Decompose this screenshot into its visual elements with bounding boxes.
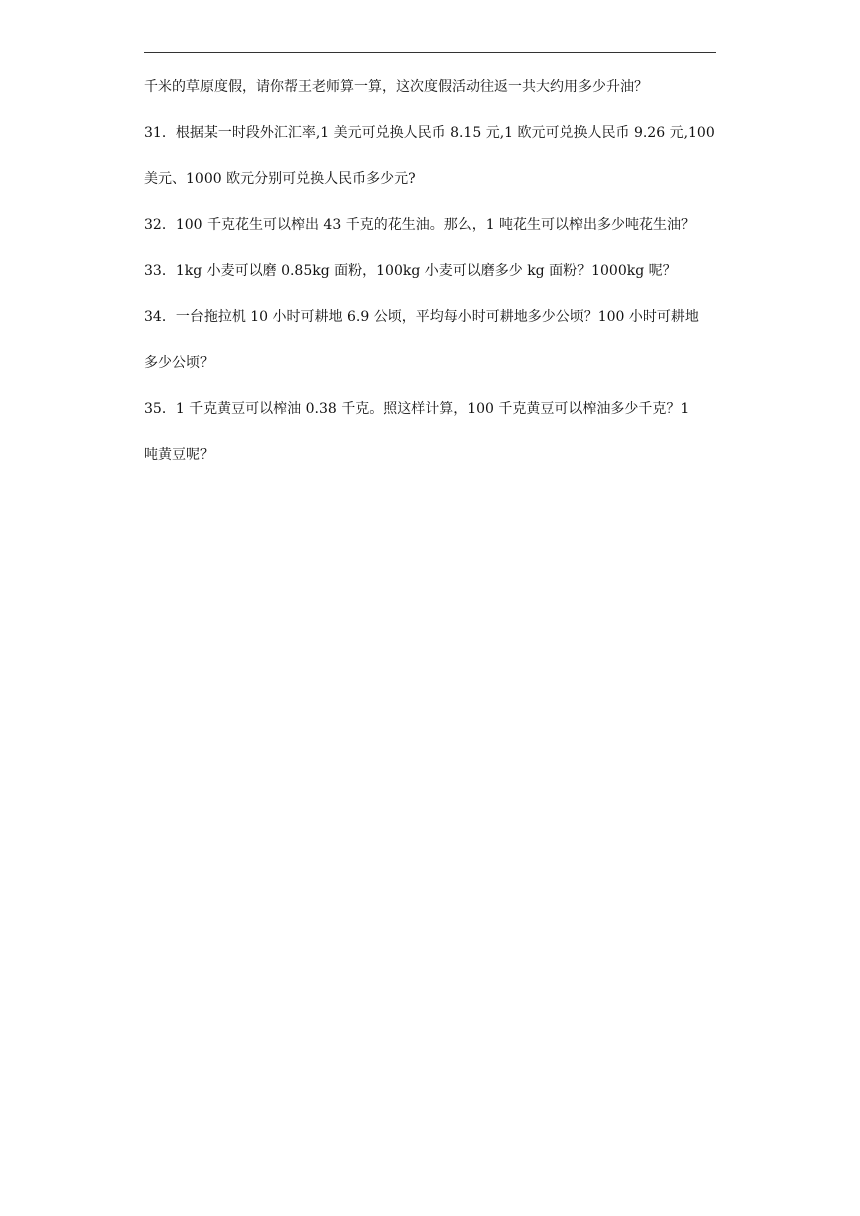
problem-31-line-1: 31．根据某一时段外汇汇率,1 美元可兑换人民币 8.15 元,1 欧元可兑换人民币 9.26 元,100: [144, 125, 715, 141]
header-rule: [144, 52, 716, 53]
problem-34-line-2: 多少公顷？: [144, 355, 214, 371]
problem-31-line-2: 美元、1000 欧元分别可兑换人民币多少元?: [144, 171, 416, 187]
document-body: [144, 72, 716, 486]
problem-35-line-2: 吨黄豆呢？: [144, 447, 214, 463]
problem-33: 33．1kg 小麦可以磨 0.85kg 面粉，100kg 小麦可以磨多少 kg 面粉？1000kg 呢？: [144, 263, 677, 279]
problem-34-line-1: 34．一台拖拉机 10 小时可耕地 6.9 公顷，平均每小时可耕地多少公顷？100 小时可耕地: [144, 309, 699, 325]
problem-35-line-1: 35．1 千克黄豆可以榨油 0.38 千克。照这样计算，100 千克黄豆可以榨油多少千克？1: [144, 401, 690, 417]
problem-32: 32．100 千克花生可以榨出 43 千克的花生油。那么，1 吨花生可以榨出多少吨花生油？: [144, 217, 696, 233]
problem-30-continuation: 千米的草原度假，请你帮王老师算一算，这次度假活动往返一共大约用多少升油？: [144, 79, 648, 95]
